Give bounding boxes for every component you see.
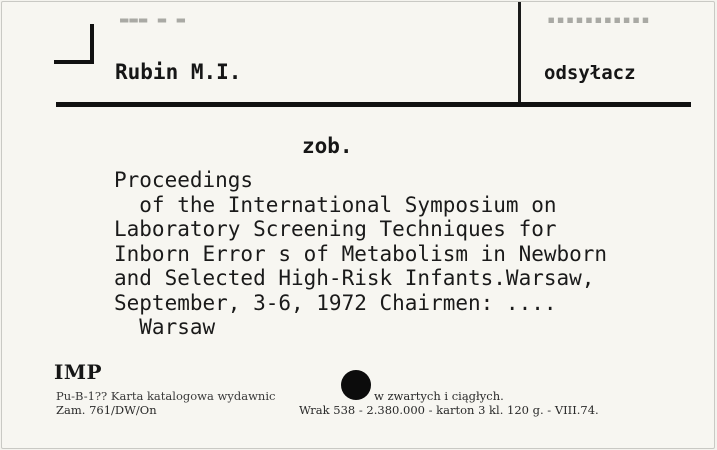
faint-header-text-right: ▪▪▪▪▪▪▪▪▪▪▪ [547,12,651,28]
title-line: and Selected High-Risk Infants.Warsaw, [114,266,595,290]
location-mark: IMP [54,360,103,384]
faint-header-text-left: ▬▬▬ ▬ ▬ [120,12,187,28]
footer-print-line-1-right: w zwartych i ciągłych. [374,389,504,403]
header-divider [518,2,521,106]
footer-print-line-1-left: Pu-B-1?? Karta katalogowa wydawnic [56,389,276,403]
corner-mark-vertical [90,24,94,64]
see-reference-label: zob. [302,134,353,158]
catalog-card [1,1,715,449]
title-line: of the International Symposium on [114,192,557,217]
entry-title-block [114,168,714,340]
reference-type-label: odsyłacz [544,62,636,84]
title-line: September, 3-6, 1972 Chairmen: .... [114,290,557,315]
title-line: Laboratory Screening Techniques for [114,217,557,241]
corner-mark-horizontal [54,60,94,64]
header-rule [56,102,691,107]
title-line: Inborn Error s of Metabolism in Newborn [114,241,608,266]
title-line: Warsaw [114,315,216,339]
author-heading: Rubin M.I. [115,60,242,84]
footer-print-line-2-right: Wrak 538 - 2.380.000 - karton 3 kl. 120 g. - VIII.74. [299,403,599,417]
title-line: Proceedings [114,168,254,192]
footer-print-line-2-left: Zam. 761/DW/On [56,403,157,417]
punch-hole-dot [341,370,371,400]
